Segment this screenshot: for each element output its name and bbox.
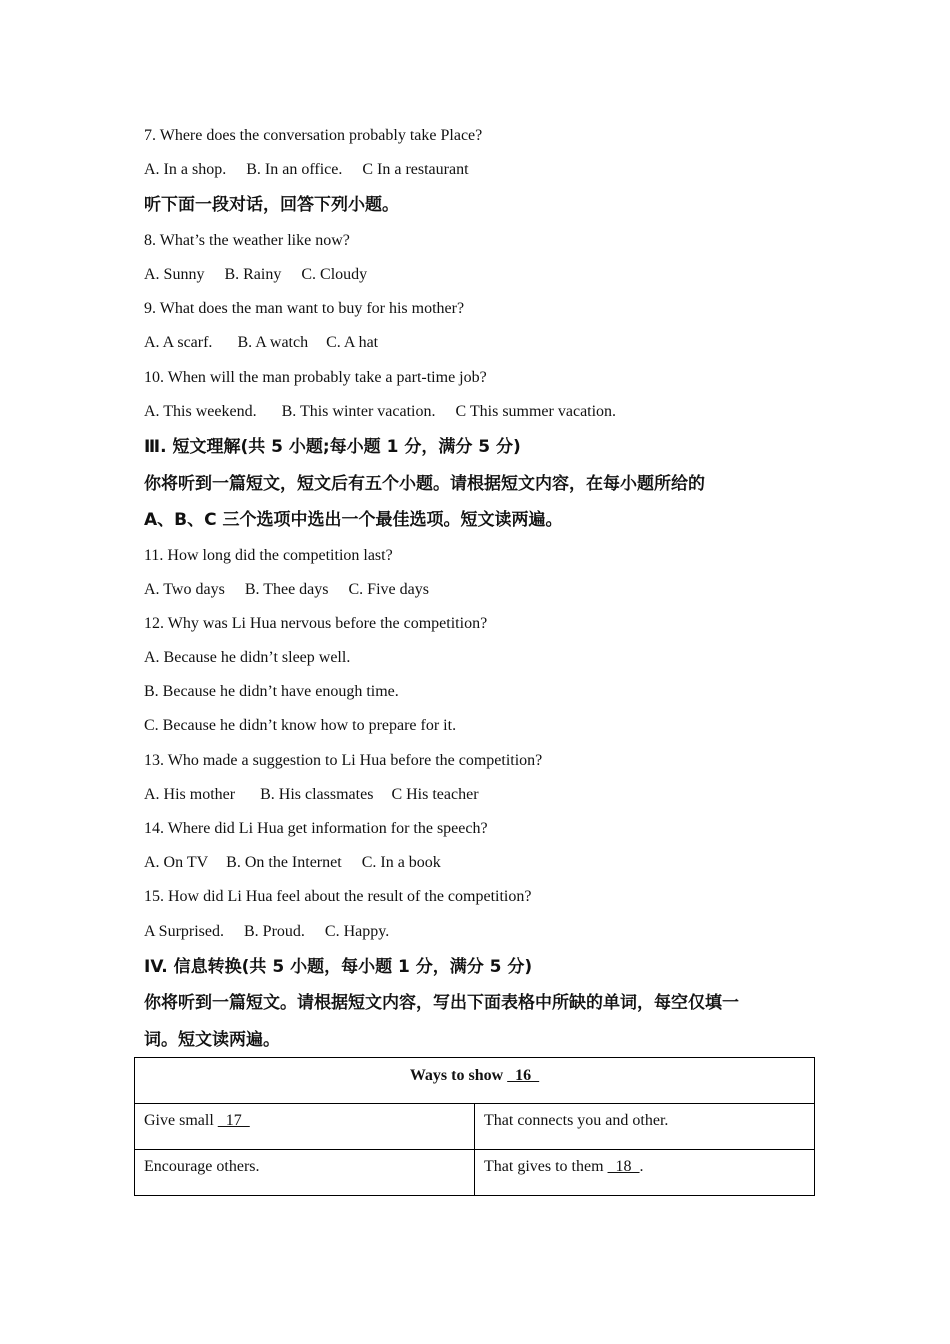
section-4-instruction-1: 你将听到一篇短文。请根据短文内容，写出下面表格中所缺的单词，每空仅填一 [144, 993, 739, 1014]
info-table [134, 1057, 815, 1196]
question-11: 11. How long did the competition last? [144, 546, 393, 564]
table-row [135, 1150, 815, 1196]
question-8-options: A. Sunny B. Rainy C. Cloudy [144, 266, 368, 284]
table-row [135, 1104, 815, 1150]
table-row [135, 1058, 815, 1104]
question-12-option-a: A. Because he didn’t sleep well. [144, 649, 351, 667]
question-10-options: A. This weekend. B. This winter vacation. C This summer vacation. [144, 402, 617, 420]
question-14-options: A. On TV B. On the Internet C. In a book [144, 854, 441, 872]
dialogue-instruction: 听下面一段对话，回答下列小题。 [144, 195, 399, 216]
question-9-options: A. A scarf. B. A watch C. A hat [144, 334, 379, 352]
question-7-options: A. In a shop. B. In an office. C In a restaurant [144, 161, 469, 179]
question-12: 12. Why was Li Hua nervous before the competition? [144, 614, 488, 632]
blank-17[interactable]: 17 [217, 1112, 250, 1129]
question-13: 13. Who made a suggestion to Li Hua before the competition? [144, 751, 543, 769]
question-8: 8. What’s the weather like now? [144, 231, 350, 249]
question-15: 15. How did Li Hua feel about the result of the competition? [144, 888, 532, 906]
question-10: 10. When will the man probably take a part-time job? [144, 368, 487, 386]
table-cell: That connects you and other. [475, 1104, 815, 1150]
question-7: 7. Where does the conversation probably take Place? [144, 127, 483, 144]
blank-16[interactable]: 16 [507, 1067, 540, 1084]
table-cell: Encourage others. [135, 1150, 475, 1196]
question-12-option-b: B. Because he didn’t have enough time. [144, 683, 399, 701]
section-3-instruction-2: A、B、C 三个选项中选出一个最佳选项。短文读两遍。 [144, 510, 563, 530]
question-11-options: A. Two days B. Thee days C. Five days [144, 580, 429, 598]
question-14: 14. Where did Li Hua get information for the speech? [144, 820, 488, 837]
section-4-title: IV. 信息转换(共 5 小题，每小题 1 分，满分 5 分) [144, 956, 533, 977]
section-3-instruction-1: 你将听到一篇短文，短文后有五个小题。请根据短文内容，在每小题所给的 [144, 473, 705, 494]
table-cell: Give small 17 [135, 1104, 475, 1150]
section-4-instruction-2: 词。短文读两遍。 [144, 1029, 280, 1050]
exam-page [144, 122, 814, 1061]
section-3-title: Ⅲ. 短文理解(共 5 小题;每小题 1 分，满分 5 分) [144, 437, 521, 457]
table-header-cell: Ways to show 16 [135, 1058, 815, 1104]
question-13-options: A. His mother B. His classmates C His teacher [144, 785, 479, 803]
question-12-option-c: C. Because he didn’t know how to prepare for it. [144, 717, 457, 735]
blank-18[interactable]: 18 [607, 1158, 640, 1175]
question-15-options: A Surprised. B. Proud. C. Happy. [144, 922, 390, 940]
question-9: 9. What does the man want to buy for his mother? [144, 300, 465, 318]
table-cell: That gives to them 18 . [475, 1150, 815, 1196]
